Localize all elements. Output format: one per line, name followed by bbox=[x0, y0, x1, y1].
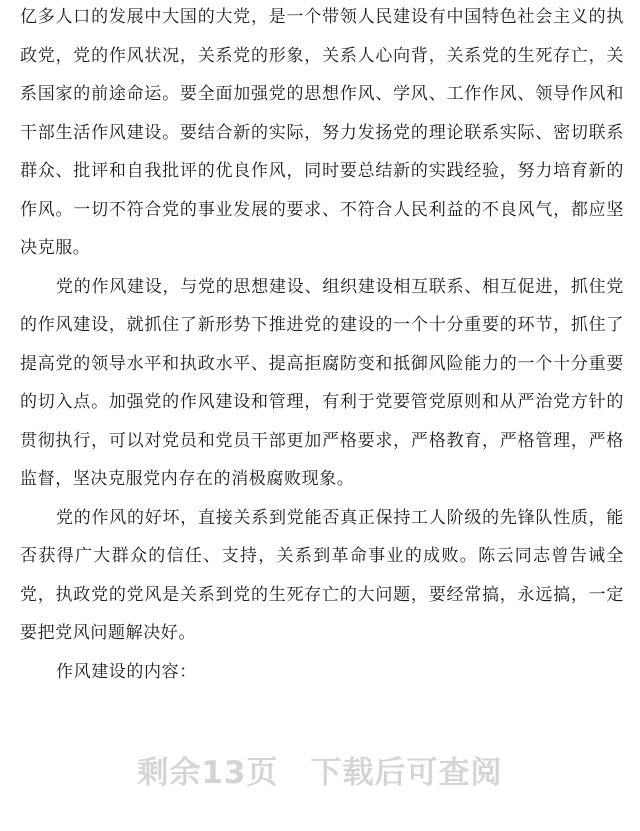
download-remaining-pages-button[interactable]: 剩余13页 下载后可查阅 bbox=[137, 755, 503, 791]
paragraph-3: 党的作风的好坏，直接关系到党能否真正保持工人阶级的先锋队性质，能否获得广大群众的信任、支持，关系到革命事业的成败。陈云同志曾告诫全党，执政党的党风是关系到党的生死存亡的大问题，要经常搞，永远搞，一定要把党风问题解决好。 bbox=[20, 507, 624, 643]
document-body bbox=[20, 0, 624, 691]
section-heading: 作风建设的内容： bbox=[56, 661, 197, 682]
paragraph-2: 党的作风建设，与党的思想建设、组织建设相互联系、相互促进，抓住党的作风建设，就抓住了新形势下推进党的建设的一个十分重要的环节，抓住了提高党的领导水平和执政水平、提高拒腐防变和抵御风险能力的一个十分重要的切入点。加强党的作风建设和管理，有利于党要管党原则和从严治党方针的贯彻执行，可以对党员和党员干部更加严格要求，严格教育，严格管理，严格监督，坚决克服党内存在的消极腐败现象。 bbox=[20, 276, 624, 489]
paragraph-1: 亿多人口的发展中大国的大党，是一个带领人民建设有中国特色社会主义的执政党，党的作风状况，关系党的形象，关系人心向背，关系党的生死存亡，关系国家的前途命运。要全面加强党的思想作风、学风、工作作风、领导作风和干部生活作风建设。要结合新的实际，努力发扬党的理论联系实际、密切联系群众、批评和自我批评的优良作风，同时要总结新的实践经验，努力培育新的作风。一切不符合党的事业发展的要求、不符合人民利益的不良风气，都应坚决克服。 bbox=[20, 7, 624, 258]
